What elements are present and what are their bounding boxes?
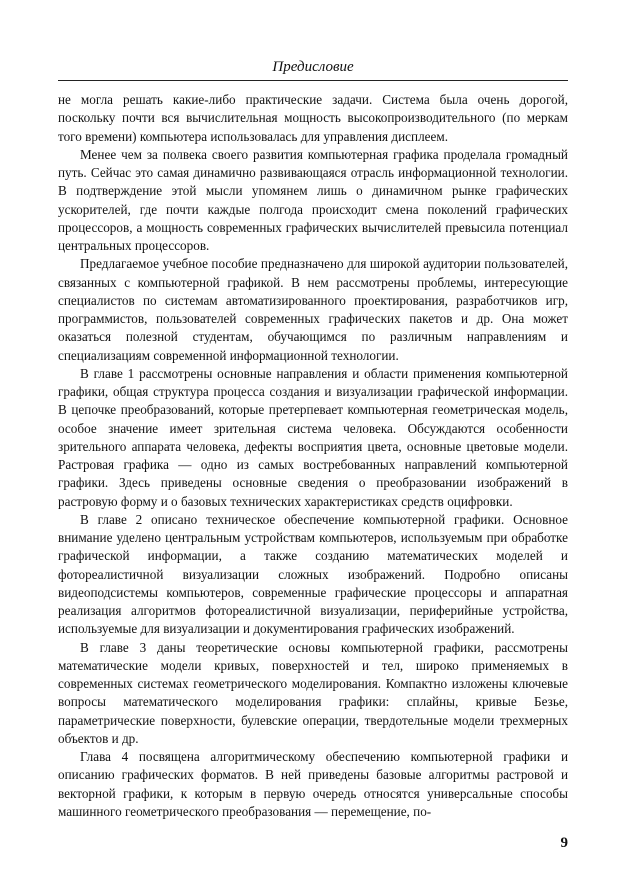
paragraph: В главе 3 даны теоретические основы компьютерной графики, рассмотрены математические модели кривых, поверхностей и тел, широко применяемых в современных системах геометрического моделирования. Компактно изложены ключевые вопросы математического моделирования графики: сплайны, кривые Безье, параметрические поверхности, булевские операции, твердотельные модели трехмерных объектов и др. [58,639,568,746]
paragraph: Предлагаемое учебное пособие предназначено для широкой аудитории пользователей, связанных с компьютерной графикой. В нем рассмотрены проблемы, интересующие специалистов по системам автоматизированного проектирования, разработчиков игр, программистов, пользователей современных графических пакетов и др. Она может оказаться полезной студентам, обучающимся по различным направлениям и специализациям современной информационной технологии. [58,256,568,363]
paragraph: В главе 1 рассмотрены основные направления и области применения компьютерной графики, общая структура процесса создания и визуализации графической информации. В цепочке преобразований, которые претерпевает компьютерная геометрическая модель, особое значение имеет зрительная система человека. Обсуждаются особенности зрительного аппарата человека, дефекты восприятия цвета, основные цветовые модели. Растровая графика — одно из самых востребованных направлений компьютерной графики. Здесь приведены основные сведения о преобразовании изображений в растровую форму и о базовых технических характеристиках средств оцифровки. [58,365,568,509]
body-text [58,91,568,821]
header-rule [58,80,568,81]
running-header: Предисловие [272,59,354,75]
paragraph-continuation: не могла решать какие-либо практические задачи. Система была очень дорогой, поскольку почти вся вычислительная мощность высокопроизводительного (по меркам того времени) компьютера использовалась для управления дисплеем. [58,92,568,144]
paragraph: Менее чем за полвека своего развития компьютерная графика проделала громадный путь. Сейчас это самая динамично развивающаяся отрасль информационной технологии. В подтверждение этой мысли упомянем лишь о динамичном рынке графических ускорителей, где почти каждые полгода происходит смена поколений графических процессоров, а мощность современных графических вычислителей превысила потенциал центральных процессоров. [58,146,568,253]
paragraph: Глава 4 посвящена алгоритмическому обеспечению компьютерной графики и описанию графических форматов. В ней приведены базовые алгоритмы растровой и векторной графики, к которым в первую очередь относятся универсальные способы машинного геометрического преобразования — перемещение, по- [58,749,568,819]
paragraph: В главе 2 описано техническое обеспечение компьютерной графики. Основное внимание уделено центральным устройствам компьютеров, используемым при обработке графической информации, а также созданию математических моделей и фотореалистичной визуализации сложных изображений. Подробно описаны видеоподсистемы компьютеров, современные графические процессоры и аппаратная реализация алгоритмов фотореалистичной визуализации, периферийные устройства, используемые для визуализации и документирования графических изображений. [58,511,568,637]
page-number: 9 [560,835,568,851]
